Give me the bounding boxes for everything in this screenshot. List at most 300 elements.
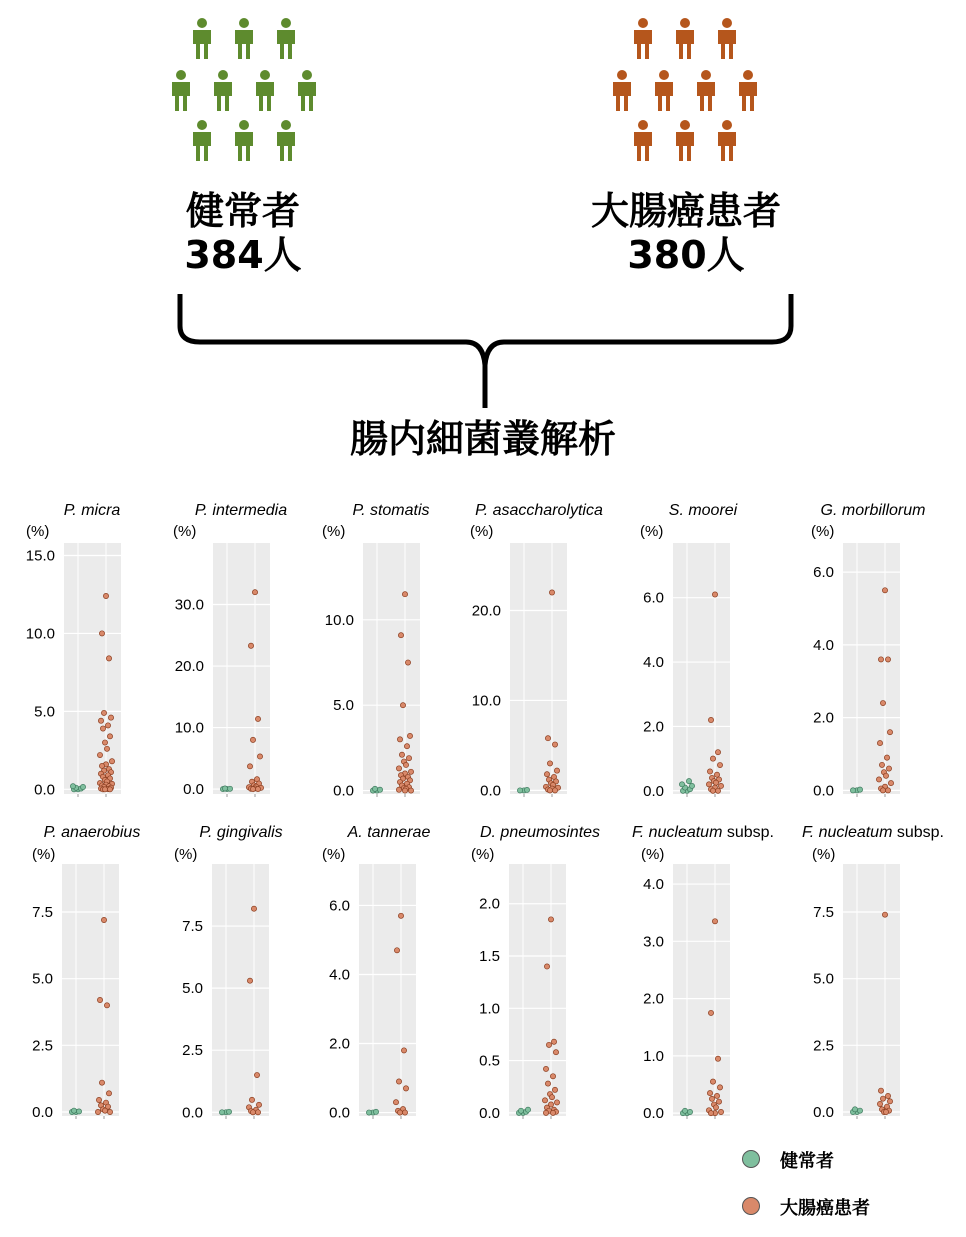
crc-data-point bbox=[101, 917, 106, 922]
crc-person-icon bbox=[718, 120, 736, 161]
healthy-data-point bbox=[686, 779, 691, 784]
healthy-person-icon bbox=[256, 70, 274, 111]
crc-data-point bbox=[102, 787, 107, 792]
y-tick-label: 0.0 bbox=[643, 782, 664, 800]
crc-data-point bbox=[550, 1074, 555, 1079]
crc-data-point bbox=[109, 759, 114, 764]
healthy-person-icon bbox=[277, 120, 295, 161]
y-axis-unit: (%) bbox=[811, 523, 835, 540]
crc-data-point bbox=[402, 592, 407, 597]
scatter-panel bbox=[811, 502, 925, 799]
crc-data-point bbox=[97, 752, 102, 757]
scatter-panel bbox=[470, 502, 603, 799]
crc-data-point bbox=[542, 1098, 547, 1103]
crc-group-label bbox=[566, 190, 806, 277]
crc-data-point bbox=[408, 788, 413, 793]
crc-data-point bbox=[398, 633, 403, 638]
healthy-data-point bbox=[525, 1107, 530, 1112]
crc-data-point bbox=[880, 788, 885, 793]
crc-data-point bbox=[255, 716, 260, 721]
healthy-group-count: 384人 bbox=[184, 232, 302, 277]
crc-data-point bbox=[544, 964, 549, 969]
y-tick-label: 7.5 bbox=[813, 904, 834, 921]
crc-data-point bbox=[717, 762, 722, 767]
crc-data-point bbox=[885, 1093, 890, 1098]
scatter-panel bbox=[640, 502, 738, 800]
crc-data-point bbox=[549, 590, 554, 595]
panel-title bbox=[44, 824, 141, 841]
healthy-person-icon bbox=[277, 18, 295, 59]
panel-title bbox=[802, 824, 944, 841]
y-tick-label: 15.0 bbox=[25, 547, 55, 565]
healthy-data-point bbox=[517, 788, 522, 793]
healthy-data-point bbox=[372, 786, 377, 791]
crc-data-point bbox=[708, 717, 713, 722]
scatter-panel bbox=[802, 824, 944, 1121]
y-axis-unit: (%) bbox=[26, 523, 50, 540]
crc-data-point bbox=[100, 726, 105, 731]
healthy-data-point bbox=[219, 1110, 224, 1115]
panel-background bbox=[62, 864, 119, 1116]
y-tick-label: 4.0 bbox=[813, 636, 834, 654]
species-name: S. moorei bbox=[668, 502, 738, 519]
y-tick-label: 2.5 bbox=[813, 1037, 834, 1055]
crc-person-icon bbox=[613, 70, 631, 111]
crc-data-point bbox=[714, 1093, 719, 1098]
crc-data-point bbox=[883, 773, 888, 778]
crc-data-point bbox=[548, 917, 553, 922]
y-tick-label: 5.0 bbox=[182, 980, 203, 998]
healthy-person-icon bbox=[235, 18, 253, 59]
y-tick-label: 0.0 bbox=[329, 1104, 350, 1122]
healthy-data-point bbox=[80, 784, 85, 789]
crc-data-point bbox=[106, 1091, 111, 1096]
y-tick-label: 0.0 bbox=[479, 1104, 500, 1122]
crc-data-point bbox=[400, 703, 405, 708]
crc-data-point bbox=[887, 730, 892, 735]
legend-item-healthy bbox=[738, 1142, 938, 1189]
crc-data-point bbox=[250, 786, 255, 791]
y-tick-label: 6.0 bbox=[813, 564, 834, 582]
crc-data-point bbox=[96, 1097, 101, 1102]
healthy-data-point bbox=[366, 1110, 371, 1115]
crc-person-icon bbox=[676, 18, 694, 59]
y-axis-unit: (%) bbox=[322, 846, 346, 863]
crc-data-point bbox=[710, 788, 715, 793]
scatter-panel bbox=[322, 824, 430, 1122]
healthy-data-point bbox=[227, 786, 232, 791]
crc-data-point bbox=[103, 593, 108, 598]
crc-data-point bbox=[710, 756, 715, 761]
crc-data-point bbox=[107, 734, 112, 739]
y-tick-label: 1.5 bbox=[479, 948, 500, 966]
panel-title bbox=[669, 502, 738, 519]
crc-data-point bbox=[552, 1087, 557, 1092]
species-name: P. anaerobius bbox=[43, 824, 141, 841]
y-tick-label: 0.0 bbox=[333, 782, 354, 800]
scatter-panel bbox=[174, 824, 283, 1121]
healthy-data-point bbox=[518, 1108, 523, 1113]
crc-data-point bbox=[712, 592, 717, 597]
y-axis-unit: (%) bbox=[322, 523, 346, 540]
y-tick-label: 2.5 bbox=[182, 1042, 203, 1060]
y-tick-label: 2.0 bbox=[813, 709, 834, 727]
crc-data-point bbox=[99, 631, 104, 636]
y-tick-label: 2.0 bbox=[643, 990, 664, 1008]
crc-data-point bbox=[406, 756, 411, 761]
legend-label-healthy: 健常者 bbox=[780, 1151, 834, 1172]
crc-data-point bbox=[106, 656, 111, 661]
crc-data-point bbox=[553, 1050, 558, 1055]
crc-data-point bbox=[549, 1095, 554, 1100]
healthy-data-point bbox=[524, 787, 529, 792]
species-name: P. asaccharolytica bbox=[475, 502, 603, 519]
crc-data-point bbox=[397, 1110, 402, 1115]
crc-data-point bbox=[255, 1110, 260, 1115]
y-tick-label: 0.0 bbox=[32, 1104, 53, 1121]
species-name: F. nucleatum bbox=[801, 824, 893, 841]
y-tick-label: 2.0 bbox=[329, 1035, 350, 1053]
panel-title bbox=[632, 824, 774, 841]
healthy-person-icon bbox=[172, 70, 190, 111]
y-tick-label: 0.0 bbox=[182, 1104, 203, 1122]
crc-data-point bbox=[547, 788, 552, 793]
y-axis-unit: (%) bbox=[640, 523, 664, 540]
crc-data-point bbox=[882, 912, 887, 917]
healthy-person-icon bbox=[235, 120, 253, 161]
crc-data-point bbox=[399, 752, 404, 757]
crc-data-point bbox=[95, 1109, 100, 1114]
y-tick-label: 10.0 bbox=[471, 692, 501, 710]
crc-data-point bbox=[545, 1081, 550, 1086]
y-tick-label: 10.0 bbox=[174, 719, 204, 737]
healthy-data-point bbox=[679, 782, 684, 787]
crc-data-point bbox=[883, 1109, 888, 1114]
scatter-panel bbox=[32, 824, 140, 1121]
healthy-person-icon bbox=[214, 70, 232, 111]
crc-data-point bbox=[706, 782, 711, 787]
crc-data-point bbox=[886, 766, 891, 771]
crc-data-point bbox=[102, 1108, 107, 1113]
crc-data-point bbox=[880, 700, 885, 705]
healthy-data-point bbox=[687, 1109, 692, 1114]
crc-data-point bbox=[713, 1105, 718, 1110]
legend-label-crc: 大腸癌患者 bbox=[780, 1198, 870, 1219]
species-name: P. micra bbox=[63, 502, 121, 519]
y-tick-label: 2.5 bbox=[32, 1037, 53, 1055]
crc-data-point bbox=[880, 1096, 885, 1101]
healthy-data-point bbox=[850, 788, 855, 793]
scatter-panel bbox=[471, 824, 600, 1122]
crc-data-point bbox=[546, 1042, 551, 1047]
y-tick-label: 5.0 bbox=[813, 970, 834, 988]
y-tick-label: 0.0 bbox=[34, 781, 55, 799]
crc-person-icon bbox=[634, 18, 652, 59]
crc-data-point bbox=[396, 1079, 401, 1084]
species-name: A. tannerae bbox=[347, 824, 431, 841]
crc-data-point bbox=[710, 1079, 715, 1084]
grouping-bracket bbox=[0, 290, 966, 420]
y-tick-label: 10.0 bbox=[324, 611, 354, 629]
crc-data-point bbox=[396, 787, 401, 792]
crc-data-point bbox=[404, 744, 409, 749]
crc-data-point bbox=[107, 787, 112, 792]
scatter-panel bbox=[26, 502, 121, 798]
crc-data-point bbox=[543, 1110, 548, 1115]
y-tick-label: 0.0 bbox=[813, 782, 834, 800]
crc-data-point bbox=[718, 1109, 723, 1114]
crc-data-point bbox=[104, 746, 109, 751]
healthy-data-point bbox=[857, 1108, 862, 1113]
crc-data-point bbox=[250, 1110, 255, 1115]
crc-data-point bbox=[884, 755, 889, 760]
panel-title bbox=[821, 502, 926, 519]
healthy-data-point bbox=[377, 787, 382, 792]
panel-background bbox=[64, 543, 121, 794]
y-tick-label: 7.5 bbox=[32, 904, 53, 921]
y-axis-unit: (%) bbox=[812, 846, 836, 863]
crc-data-point bbox=[707, 769, 712, 774]
crc-data-point bbox=[407, 733, 412, 738]
crc-data-point bbox=[247, 764, 252, 769]
crc-person-icon bbox=[634, 120, 652, 161]
crc-group-name: 大腸癌患者 bbox=[590, 189, 781, 233]
crc-data-point bbox=[405, 660, 410, 665]
crc-person-icon bbox=[676, 120, 694, 161]
healthy-data-point bbox=[682, 1108, 687, 1113]
charts-grid bbox=[0, 480, 966, 1140]
crc-data-point bbox=[393, 1100, 398, 1105]
panel-title bbox=[480, 824, 600, 841]
crc-data-point bbox=[252, 590, 257, 595]
crc-data-point bbox=[887, 1099, 892, 1104]
healthy-person-icon bbox=[193, 18, 211, 59]
crc-group-count: 380人 bbox=[627, 232, 745, 277]
crc-data-point bbox=[716, 1099, 721, 1104]
crc-data-point bbox=[877, 740, 882, 745]
y-tick-label: 6.0 bbox=[643, 589, 664, 607]
crc-data-point bbox=[551, 1039, 556, 1044]
healthy-data-point bbox=[857, 787, 862, 792]
y-tick-label: 3.0 bbox=[643, 933, 664, 951]
panel-title bbox=[475, 502, 603, 519]
crc-person-icon bbox=[718, 18, 736, 59]
crc-data-point bbox=[888, 780, 893, 785]
crc-data-point bbox=[554, 1100, 559, 1105]
crc-data-point bbox=[882, 588, 887, 593]
y-tick-label: 4.0 bbox=[643, 876, 664, 894]
crc-data-point bbox=[397, 737, 402, 742]
crc-data-point bbox=[98, 718, 103, 723]
crc-data-point bbox=[552, 742, 557, 747]
legend-swatch-healthy bbox=[742, 1150, 760, 1168]
crc-data-point bbox=[254, 1072, 259, 1077]
crc-data-point bbox=[708, 1111, 713, 1116]
crc-data-point bbox=[249, 1097, 254, 1102]
y-tick-label: 6.0 bbox=[329, 897, 350, 915]
crc-data-point bbox=[105, 723, 110, 728]
y-axis-unit: (%) bbox=[470, 523, 494, 540]
crc-data-point bbox=[708, 1010, 713, 1015]
crc-data-point bbox=[717, 1085, 722, 1090]
y-tick-label: 10.0 bbox=[25, 625, 55, 643]
crc-data-point bbox=[885, 788, 890, 793]
crc-data-point bbox=[554, 768, 559, 773]
y-tick-label: 5.0 bbox=[333, 697, 354, 715]
y-tick-label: 4.0 bbox=[329, 966, 350, 984]
healthy-group-label bbox=[143, 190, 343, 277]
species-suffix: subsp. bbox=[892, 824, 945, 841]
healthy-data-point bbox=[226, 1109, 231, 1114]
healthy-group-name: 健常者 bbox=[185, 189, 300, 233]
healthy-data-point bbox=[852, 1107, 857, 1112]
crc-data-point bbox=[403, 762, 408, 767]
crc-data-point bbox=[398, 913, 403, 918]
y-tick-label: 0.0 bbox=[643, 1105, 664, 1123]
crc-data-point bbox=[713, 780, 718, 785]
crc-data-point bbox=[878, 1088, 883, 1093]
panel-background bbox=[359, 864, 416, 1116]
crc-data-point bbox=[709, 1096, 714, 1101]
panel-title bbox=[195, 502, 287, 519]
species-suffix: subsp. bbox=[722, 824, 775, 841]
y-tick-label: 0.0 bbox=[480, 782, 501, 800]
legend-item-crc bbox=[738, 1189, 938, 1236]
y-tick-label: 1.0 bbox=[479, 1000, 500, 1018]
panel-background bbox=[673, 543, 730, 794]
y-tick-label: 0.5 bbox=[479, 1052, 500, 1070]
panel-background bbox=[212, 864, 269, 1116]
crc-data-point bbox=[104, 1003, 109, 1008]
y-tick-label: 7.5 bbox=[182, 918, 203, 936]
species-name: P. gingivalis bbox=[199, 824, 283, 841]
crc-data-point bbox=[107, 1109, 112, 1114]
y-tick-label: 5.0 bbox=[34, 703, 55, 721]
crc-data-point bbox=[879, 762, 884, 767]
crc-data-point bbox=[547, 761, 552, 766]
crc-person-icon bbox=[655, 70, 673, 111]
crc-data-point bbox=[402, 788, 407, 793]
crc-data-point bbox=[545, 736, 550, 741]
species-name: D. pneumosintes bbox=[479, 824, 601, 841]
crc-data-point bbox=[255, 786, 260, 791]
species-name: F. nucleatum bbox=[631, 824, 723, 841]
y-tick-label: 0.0 bbox=[813, 1104, 834, 1121]
y-tick-label: 20.0 bbox=[174, 658, 204, 676]
crc-data-point bbox=[718, 783, 723, 788]
y-tick-label: 30.0 bbox=[174, 596, 204, 614]
crc-data-point bbox=[715, 788, 720, 793]
crc-data-point bbox=[250, 737, 255, 742]
crc-data-point bbox=[544, 772, 549, 777]
scatter-panel bbox=[632, 824, 774, 1122]
crc-data-point bbox=[394, 948, 399, 953]
crc-data-point bbox=[715, 1056, 720, 1061]
scatter-panel bbox=[173, 502, 287, 798]
y-axis-unit: (%) bbox=[32, 846, 56, 863]
crc-data-point bbox=[247, 978, 252, 983]
y-axis-unit: (%) bbox=[471, 846, 495, 863]
panel-background bbox=[843, 543, 900, 794]
crc-data-point bbox=[707, 1090, 712, 1095]
y-tick-label: 5.0 bbox=[32, 970, 53, 988]
crc-person-icon bbox=[739, 70, 757, 111]
crc-data-point bbox=[714, 772, 719, 777]
crc-data-point bbox=[552, 788, 557, 793]
crc-data-point bbox=[715, 750, 720, 755]
y-tick-label: 0.0 bbox=[183, 781, 204, 799]
crc-data-point bbox=[543, 1066, 548, 1071]
crc-data-point bbox=[402, 1110, 407, 1115]
healthy-data-point bbox=[71, 1108, 76, 1113]
y-axis-unit: (%) bbox=[173, 523, 197, 540]
y-tick-label: 2.0 bbox=[479, 895, 500, 913]
healthy-data-point bbox=[222, 786, 227, 791]
y-tick-label: 20.0 bbox=[471, 602, 501, 620]
crc-data-point bbox=[401, 1048, 406, 1053]
species-name: P. stomatis bbox=[352, 502, 430, 519]
healthy-person-icon bbox=[193, 120, 211, 161]
crc-data-point bbox=[99, 1080, 104, 1085]
crc-data-point bbox=[550, 1110, 555, 1115]
crc-data-point bbox=[396, 766, 401, 771]
panel-title bbox=[64, 502, 121, 519]
y-tick-label: 1.0 bbox=[643, 1047, 664, 1065]
crc-data-point bbox=[876, 777, 881, 782]
panel-background bbox=[673, 864, 730, 1116]
crc-data-point bbox=[408, 769, 413, 774]
crc-data-point bbox=[251, 906, 256, 911]
scatter-panel bbox=[322, 502, 430, 800]
species-name: G. morbillorum bbox=[820, 502, 926, 519]
crc-data-point bbox=[108, 715, 113, 720]
legend bbox=[738, 1142, 938, 1236]
y-axis-unit: (%) bbox=[174, 846, 198, 863]
y-tick-label: 4.0 bbox=[643, 654, 664, 672]
healthy-data-point bbox=[76, 1109, 81, 1114]
crc-data-point bbox=[885, 657, 890, 662]
crc-data-point bbox=[101, 710, 106, 715]
crc-data-point bbox=[248, 643, 253, 648]
people-icons bbox=[0, 0, 966, 180]
analysis-label: 腸内細菌叢解析 bbox=[349, 417, 616, 461]
panel-title bbox=[199, 824, 282, 841]
legend-swatch-crc bbox=[742, 1197, 760, 1215]
healthy-data-point bbox=[70, 784, 75, 789]
healthy-data-point bbox=[373, 1109, 378, 1114]
healthy-person-icon bbox=[298, 70, 316, 111]
healthy-data-point bbox=[689, 783, 694, 788]
panel-background bbox=[510, 543, 567, 794]
panel-title bbox=[352, 502, 429, 519]
panel-background bbox=[509, 864, 566, 1116]
crc-data-point bbox=[257, 754, 262, 759]
crc-data-point bbox=[878, 657, 883, 662]
crc-data-point bbox=[712, 919, 717, 924]
species-name: P. intermedia bbox=[194, 502, 288, 519]
crc-person-icon bbox=[697, 70, 715, 111]
crc-data-point bbox=[102, 740, 107, 745]
crc-data-point bbox=[256, 1102, 261, 1107]
panel-title bbox=[347, 824, 431, 841]
crc-data-point bbox=[97, 997, 102, 1002]
y-axis-unit: (%) bbox=[641, 846, 665, 863]
panel-background bbox=[843, 864, 900, 1116]
crc-data-point bbox=[403, 1086, 408, 1091]
panel-background bbox=[363, 543, 420, 794]
y-tick-label: 2.0 bbox=[643, 718, 664, 736]
crc-data-point bbox=[877, 1101, 882, 1106]
